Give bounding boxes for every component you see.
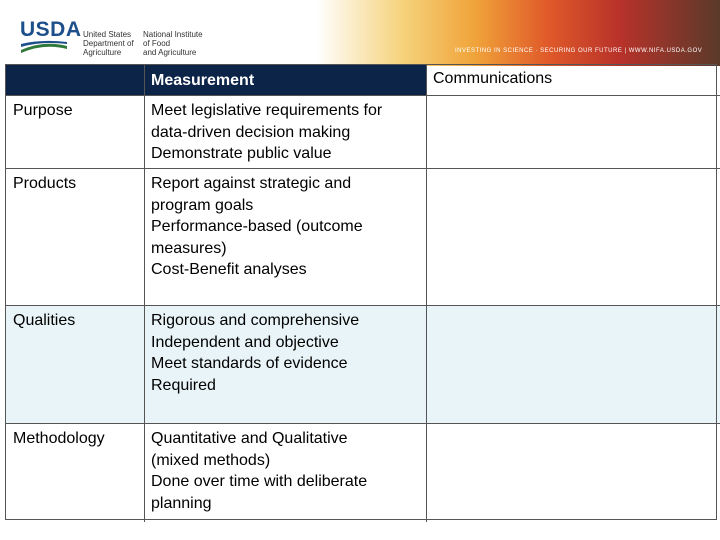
header-cell-communications: Communications: [433, 70, 553, 87]
methodology-measurement: Quantitative and Qualitative (mixed methods) Done over time with deliberate planning: [151, 430, 368, 512]
row-divider: [5, 168, 720, 169]
row-divider: [5, 423, 720, 424]
comparison-table: [5, 64, 720, 522]
row-label-methodology: Methodology: [13, 430, 105, 447]
header-cell-measurement: Measurement: [144, 64, 426, 95]
qualities-measurement: Rigorous and comprehensive Independent and objective Meet standards of evidence Required: [144, 305, 426, 423]
usda-logo: USDA: [20, 18, 82, 41]
row-divider: [5, 305, 720, 306]
agency-usda-name: United States Department of Agriculture: [83, 30, 134, 57]
column-divider: [426, 64, 427, 522]
tagline: INVESTING IN SCIENCE · SECURING OUR FUTURE | WWW.NIFA.USDA.GOV: [455, 48, 703, 54]
products-measurement: Report against strategic and program goals Performance-based (outcome measures) Cost-Benefit analyses: [151, 175, 363, 278]
row-label-purpose: Purpose: [13, 102, 73, 119]
row-divider: [5, 95, 720, 96]
usda-logo-icon: [21, 40, 67, 54]
purpose-measurement: Meet legislative requirements for data-driven decision making Demonstrate public value: [151, 102, 383, 162]
agency-nifa-name: National Institute of Food and Agriculture: [143, 30, 203, 57]
header-banner: [0, 0, 720, 66]
table-border: [5, 64, 717, 520]
column-divider: [144, 64, 145, 522]
row-label-products: Products: [13, 175, 77, 192]
row-label-qualities: Qualities: [5, 305, 144, 423]
